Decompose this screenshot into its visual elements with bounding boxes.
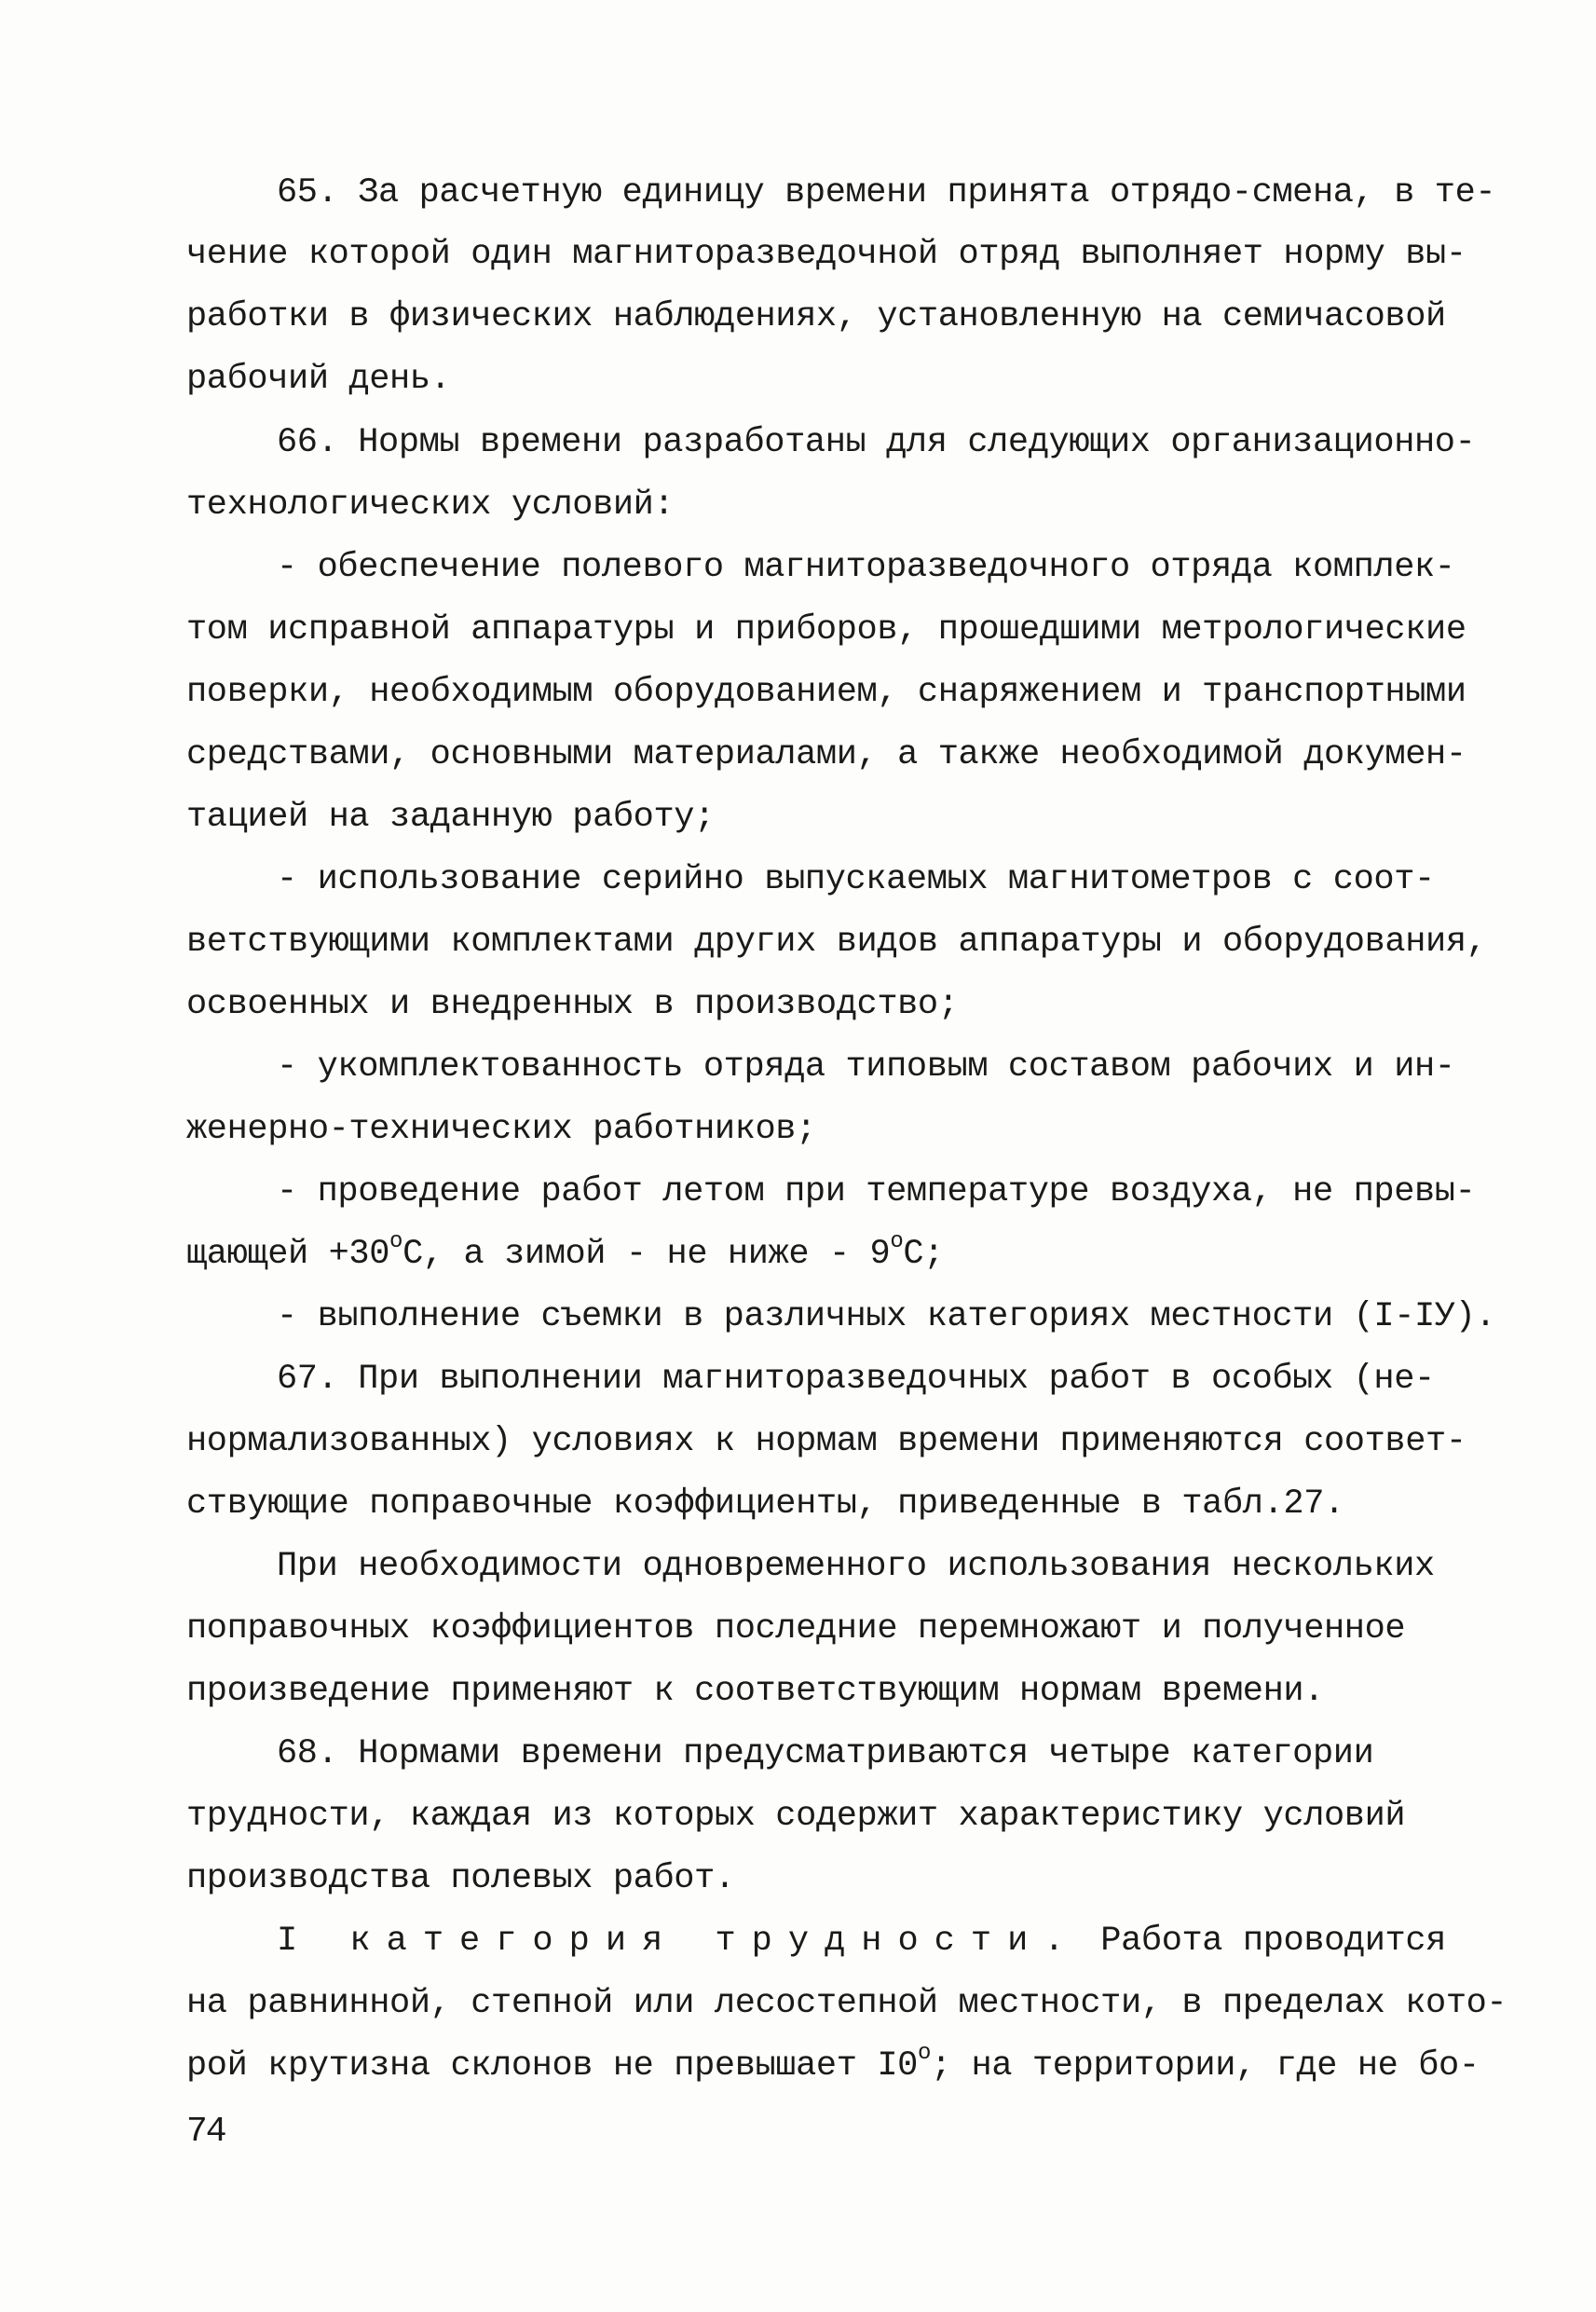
paragraph-line: производства полевых работ. (186, 1859, 735, 1898)
paragraph-line: 68. Нормами времени предусматриваются четыре категории (277, 1734, 1374, 1773)
list-item-line: средствами, основными материалами, а также необходимой докумен- (186, 735, 1466, 774)
list-item-line: женерно-технических работников; (186, 1110, 816, 1149)
degree-sign: о (917, 2040, 931, 2066)
category-line (277, 1920, 1446, 1963)
degree-sign: о (389, 1228, 403, 1254)
paragraph-line: технологических условий: (186, 486, 675, 525)
paragraph-line: трудности, каждая из которых содержит характеристику условий (186, 1797, 1406, 1836)
list-item-line: том исправной аппаратуры и приборов, прошедшими метрологические (186, 610, 1466, 650)
paragraph-line: 65. За расчетную единицу времени принята отрядо-смена, в те- (277, 173, 1496, 212)
temperature-line (186, 1228, 944, 1276)
list-item-line: - укомплектованность отряда типовым составом рабочих и ин- (277, 1047, 1455, 1087)
temperature-text: С; (903, 1235, 944, 1274)
list-item-line: тацией на заданную работу; (186, 798, 715, 837)
paragraph-line: 67. При выполнении магниторазведочных работ в особых (не- (277, 1360, 1435, 1399)
paragraph-line: произведение применяют к соответствующим нормам времени. (186, 1672, 1325, 1711)
paragraph-line: поправочных коэффициентов последние перемножают и полученное (186, 1609, 1406, 1648)
list-item-line: - обеспечение полевого магниторазведочного отряда комплек- (277, 548, 1455, 587)
paragraph-line: нормализованных) условиях к нормам времени применяются соответ- (186, 1422, 1466, 1461)
list-item-line: - проведение работ летом при температуре воздуха, не превы- (277, 1172, 1476, 1211)
degree-sign: о (890, 1228, 904, 1254)
list-item-line: освоенных и внедренных в производство; (186, 985, 959, 1024)
category-heading: I категория трудности. (277, 1922, 1081, 1961)
page-number: 74 (186, 2112, 225, 2152)
category-text: Работа проводится (1080, 1922, 1446, 1961)
list-item-line: поверки, необходимым оборудованием, снаряжением и транспортными (186, 673, 1466, 712)
paragraph-line: ствующие поправочные коэффициенты, приведенные в табл.27. (186, 1484, 1344, 1524)
slope-line (186, 2040, 1480, 2087)
paragraph-line: При необходимости одновременного использования нескольких (277, 1547, 1435, 1586)
slope-text: ; на территории, где не бо- (930, 2046, 1480, 2086)
list-item-line: - использование серийно выпускаемых магнитометров с соот- (277, 860, 1435, 899)
paragraph-line: 66. Нормы времени разработаны для следующих организационно- (277, 423, 1476, 462)
list-item-line: - выполнение съемки в различных категориях местности (I-IУ). (277, 1297, 1496, 1336)
slope-text: рой крутизна склонов не превышает I0 (186, 2046, 918, 2086)
paragraph-line: чение которой один магниторазведочной отряд выполняет норму вы- (186, 235, 1466, 274)
paragraph-line: рабочий день. (186, 360, 451, 399)
temperature-text: щающей +30 (186, 1235, 390, 1274)
paragraph-line: работки в физических наблюдениях, установленную на семичасовой (186, 297, 1446, 336)
list-item-line: ветствующими комплектами других видов аппаратуры и оборудования, (186, 923, 1487, 962)
paragraph-line: на равнинной, степной или лесостепной местности, в пределах кото- (186, 1984, 1507, 2023)
temperature-text: С, а зимой - не ниже - 9 (402, 1235, 891, 1274)
